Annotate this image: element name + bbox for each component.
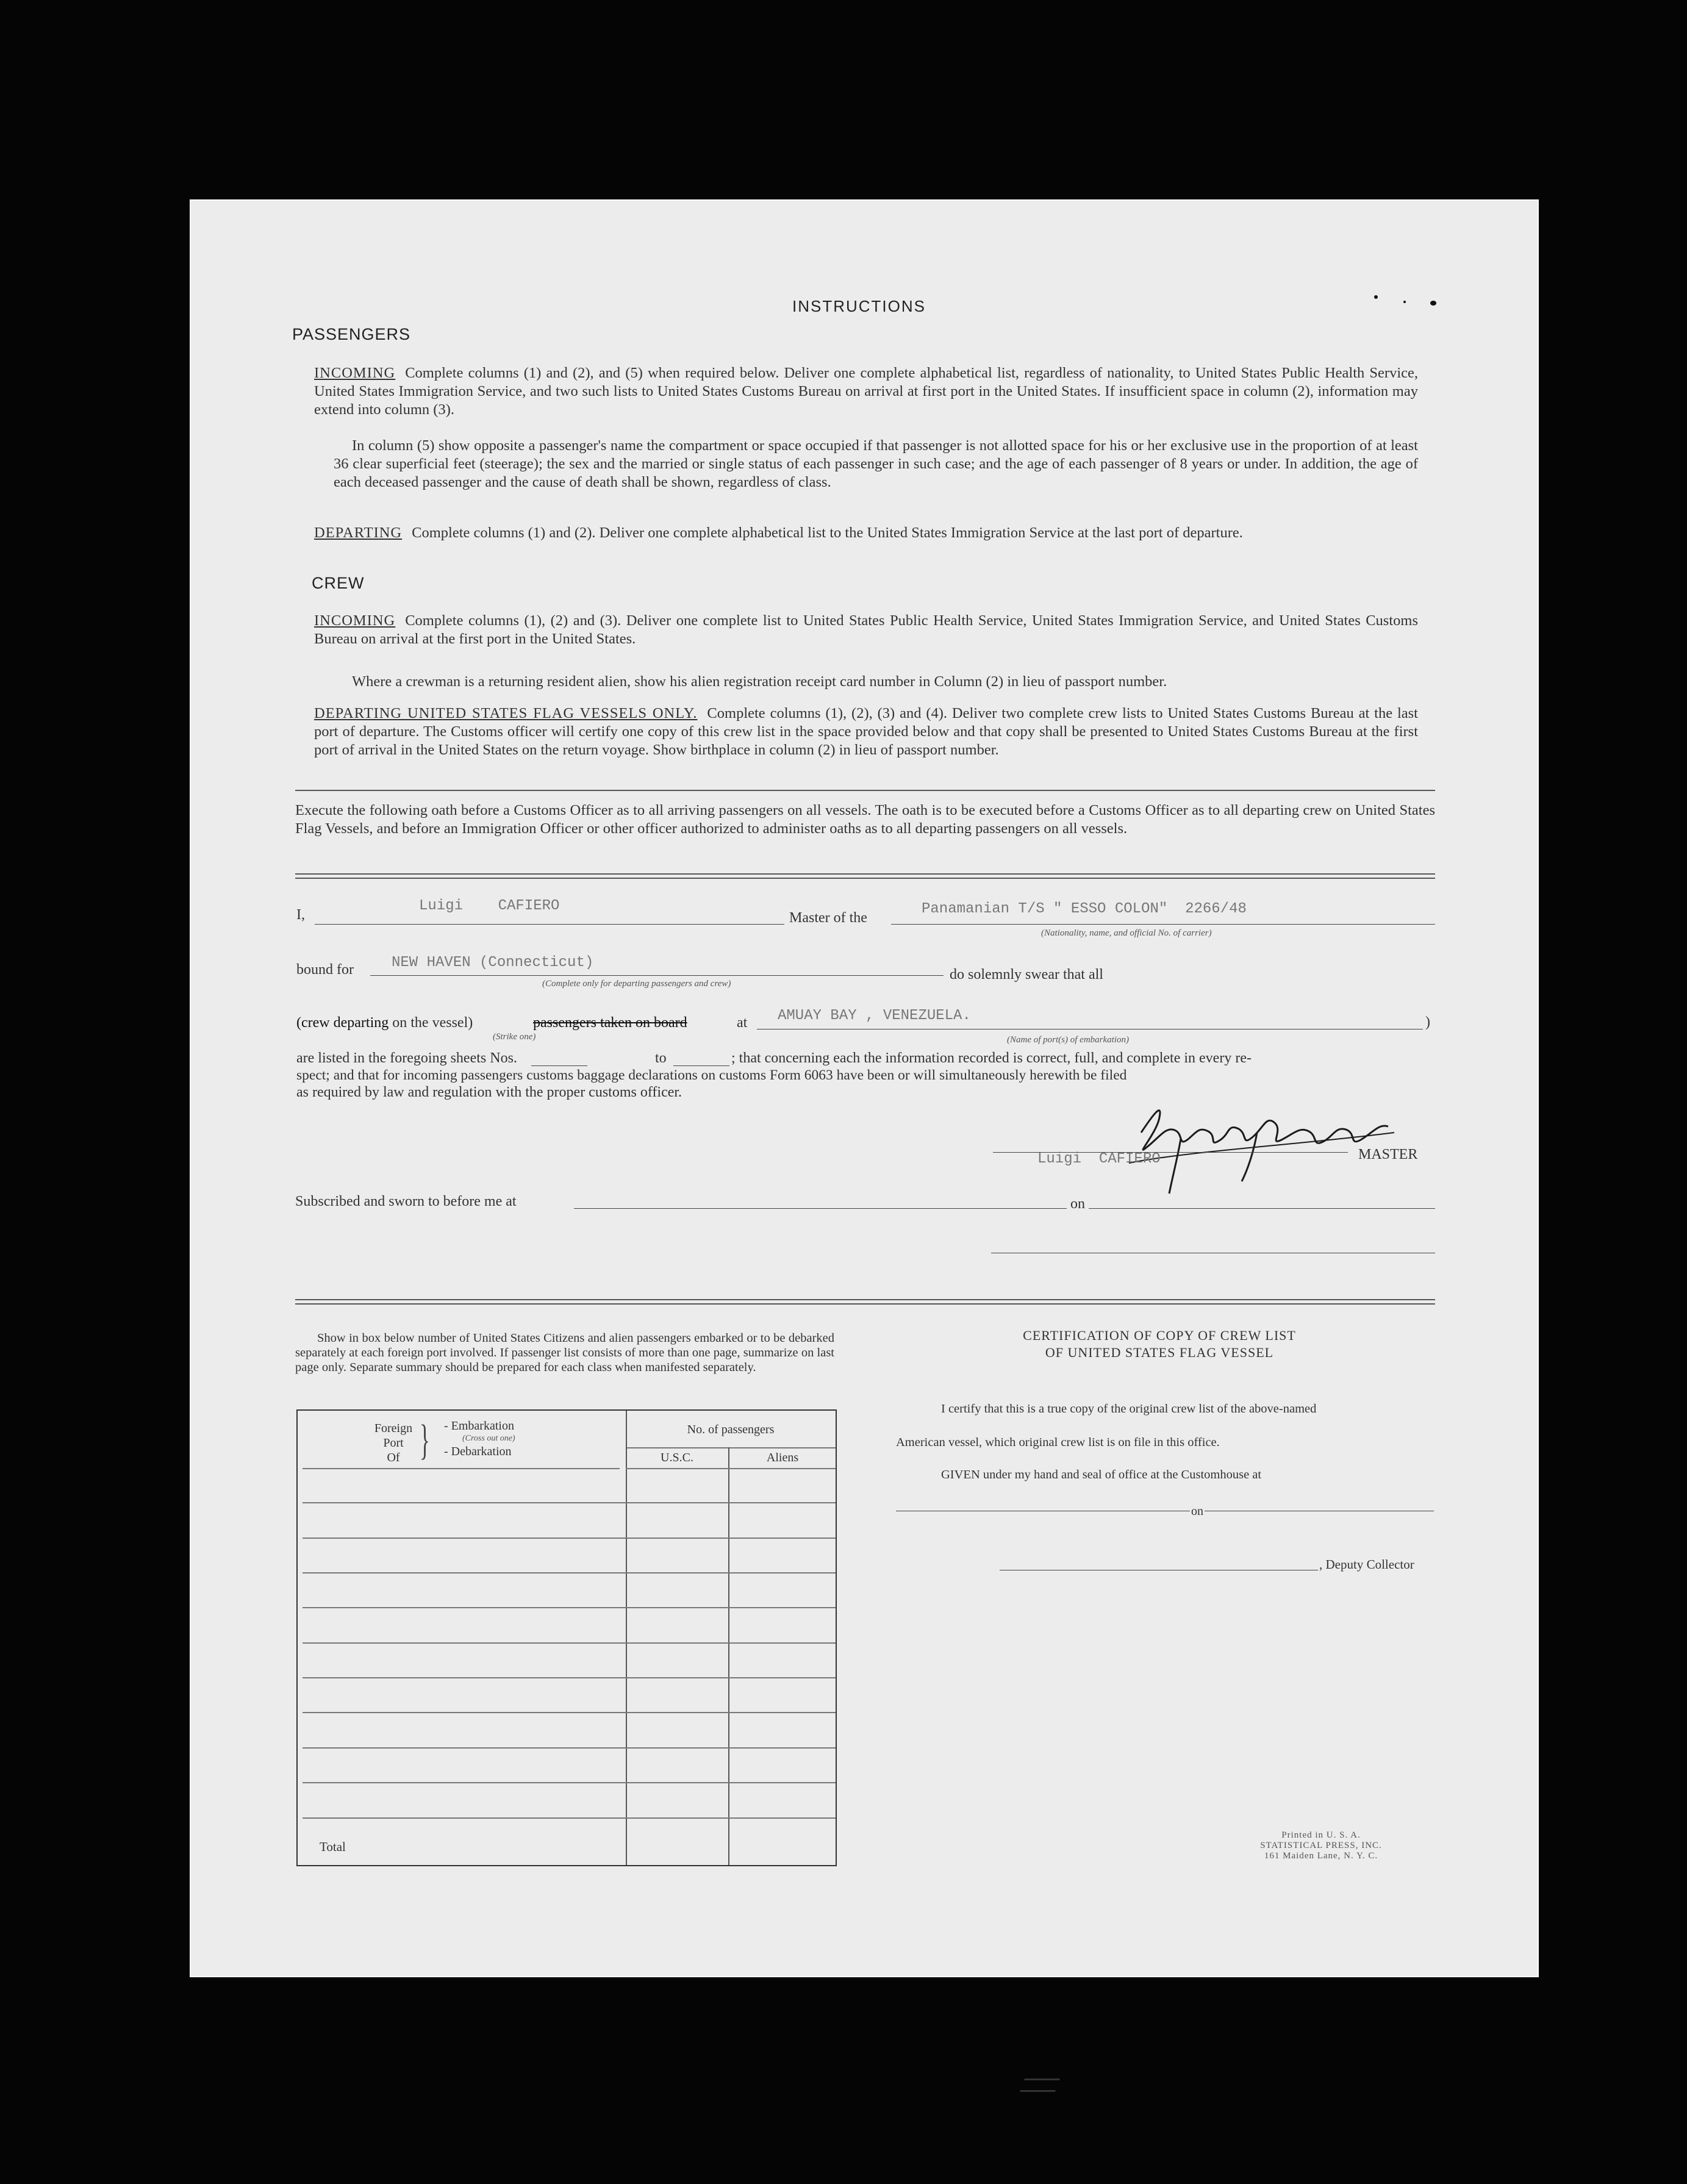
oath-intro: Execute the following oath before a Customs Officer as to all arriving passengers on all vessels. The oath is to be executed before a Customs Officer as to all departing crew on United States Flag Vessels, and before an Immigration Officer or other officer authorized to administer oaths as to all departing passengers on all vessels.	[295, 802, 1435, 837]
foreign-label: Foreign	[374, 1422, 413, 1435]
divider	[295, 878, 1435, 879]
scan-speck	[1403, 301, 1406, 303]
vessel-value: Panamanian T/S " ESSO COLON" 2266/48	[922, 901, 1247, 917]
subscribed-label: Subscribed and sworn to before me at	[295, 1194, 517, 1209]
sheets-label: are listed in the foregoing sheets Nos.	[296, 1050, 517, 1066]
printer-imprint	[1245, 1830, 1397, 1861]
close-paren: )	[1425, 1014, 1430, 1030]
master-typed-name: Luigi CAFIERO	[1037, 1151, 1161, 1167]
on-vessel-label: on the vessel)	[392, 1015, 473, 1031]
sheet-from-field[interactable]	[531, 1050, 587, 1066]
row-line	[303, 1712, 836, 1713]
row-line	[303, 1538, 836, 1539]
deputy-signature-field[interactable]	[1000, 1558, 1318, 1570]
departing-label: DEPARTING	[314, 525, 403, 541]
printer-line-3: 161 Maiden Lane, N. Y. C.	[1264, 1851, 1378, 1861]
row-line	[303, 1747, 836, 1749]
crew-departing-option[interactable]: (crew departing	[296, 1015, 389, 1031]
summary-instructions: Show in box below number of United States Citizens and alien passengers embarked or to be debarked separately at each foreign port involved. If passenger list consists of more than one page, summarize on last page only. Separate summary should be prepared for each class when manifested separately.	[295, 1331, 834, 1374]
divider	[295, 1303, 1435, 1305]
customhouse-field[interactable]	[896, 1498, 1190, 1511]
row-line	[303, 1642, 836, 1644]
port-label: Port	[383, 1436, 404, 1450]
port-caption: (Name of port(s) of embarkation)	[1007, 1035, 1129, 1045]
column5-instructions: In column (5) show opposite a passenger's name the compartment or space occupied if that passenger is not allotted space for his or her exclusive use in the proportion of at least 36 clear superficial feet (steerage); the sex and the married or single status of each passenger in such case; and the age of each passenger of 8 years or under. In addition, the age of each deceased passenger and the cause of death shall be shown, regardless of class.	[334, 437, 1418, 490]
passengers-option[interactable]: passengers taken on board	[533, 1015, 687, 1031]
divider	[295, 1299, 1435, 1300]
row-line	[626, 1468, 836, 1469]
port-value: AMUAY BAY , VENEZUELA.	[778, 1008, 971, 1024]
bound-for-value: NEW HAVEN (Connecticut)	[392, 954, 594, 971]
passengers-departing-instructions	[314, 524, 1418, 542]
certification-given: GIVEN under my hand and seal of office at the Customhouse at	[941, 1468, 1262, 1481]
certification-text-2: American vessel, which original crew list is on file in this office.	[896, 1436, 1220, 1449]
printer-line-2: STATISTICAL PRESS, INC.	[1260, 1841, 1382, 1850]
row-line	[303, 1572, 836, 1574]
aliens-header: Aliens	[766, 1451, 799, 1464]
row-line	[303, 1468, 620, 1469]
row-line	[303, 1607, 836, 1608]
debarkation-option[interactable]: - Debarkation	[444, 1445, 512, 1458]
crew-departing-label: DEPARTING UNITED STATES FLAG VESSELS ONLY.	[314, 705, 698, 721]
strike-caption: (Strike one)	[493, 1032, 536, 1042]
crew-or-passengers-line	[296, 1015, 473, 1031]
vessel-caption: (Nationality, name, and official No. of carrier)	[1041, 928, 1212, 938]
row-line	[303, 1502, 836, 1503]
departing-text: Complete columns (1) and (2). Deliver one complete alphabetical list to the United States Immigration Service at the last port of departure.	[412, 525, 1243, 541]
i-label: I,	[296, 907, 305, 923]
certification-date-field[interactable]	[1205, 1498, 1434, 1511]
oath-statement-line1: ; that concerning each the information recorded is correct, full, and complete in every re-	[731, 1050, 1252, 1066]
certification-subtitle: OF UNITED STATES FLAG VESSEL	[1045, 1345, 1274, 1360]
row-line	[303, 1817, 836, 1819]
master-name-value: Luigi CAFIERO	[419, 898, 560, 914]
sheets-to-label: to	[655, 1050, 667, 1066]
divider	[295, 790, 1435, 791]
sworn-on-label: on	[1070, 1196, 1085, 1212]
brace-glyph: }	[420, 1417, 430, 1464]
divider	[295, 873, 1435, 875]
no-passengers-header: No. of passengers	[687, 1423, 775, 1436]
crew-incoming-text: Complete columns (1), (2) and (3). Deliver one complete list to United States Public Health Service, United States Immigration Service, and United States Customs Bureau on arrival at the first port in the United States.	[314, 612, 1418, 647]
header-divider	[626, 1447, 836, 1448]
crew-incoming-instructions	[314, 612, 1418, 648]
swear-label: do solemnly swear that all	[950, 967, 1103, 983]
crew-heading: CREW	[312, 574, 365, 592]
bound-for-label: bound for	[296, 962, 354, 978]
oath-statement-line3: as required by law and regulation with the proper customs officer.	[296, 1084, 682, 1100]
master-of-label: Master of the	[789, 910, 867, 926]
sheet-to-field[interactable]	[673, 1050, 729, 1066]
certification-on-label: on	[1191, 1505, 1203, 1518]
deputy-collector-label: , Deputy Collector	[1319, 1557, 1414, 1572]
oath-statement-line2: spect; and that for incoming passengers customs baggage declarations on customs Form 6063 have been or will simultaneously herewith be filed	[296, 1067, 1127, 1083]
scan-speck	[1430, 301, 1436, 306]
embarkation-option[interactable]: - Embarkation	[444, 1419, 514, 1433]
of-label: Of	[387, 1451, 400, 1464]
cross-caption: (Cross out one)	[462, 1434, 515, 1443]
row-line	[303, 1782, 836, 1783]
sworn-date-field[interactable]	[1089, 1192, 1435, 1209]
crew-departing-instructions	[314, 704, 1418, 759]
document-page	[190, 199, 1539, 1977]
certification-text-1: I certify that this is a true copy of the original crew list of the above-named	[941, 1402, 1317, 1416]
row-line	[303, 1677, 836, 1678]
passengers-heading: PASSENGERS	[292, 325, 411, 343]
bound-caption: (Complete only for departing passengers and crew)	[542, 979, 731, 989]
resident-alien-instructions: Where a crewman is a returning resident alien, show his alien registration receipt card number in Column (2) in lieu of passport number.	[352, 673, 1167, 690]
passenger-summary-table	[296, 1409, 837, 1866]
total-label: Total	[320, 1839, 346, 1854]
crew-departing-text: Complete columns (1), (2), (3) and (4). Deliver two complete crew lists to United States Customs Bureau at the last port of departure. The Customs officer will certify one copy of this crew list in the space provided below and that copy shall be presented to United States Customs Bureau at the first port of arrival in the United States on the return voyage. Show birthplace in column (2) in lieu of passport number.	[314, 705, 1418, 758]
column-divider	[626, 1411, 627, 1865]
certification-title: CERTIFICATION OF COPY OF CREW LIST	[1023, 1328, 1296, 1343]
at-label: at	[737, 1015, 748, 1031]
passengers-incoming-instructions	[314, 364, 1418, 419]
officer-signature-line[interactable]	[991, 1251, 1435, 1253]
page-title: INSTRUCTIONS	[792, 297, 926, 315]
scan-speck	[1374, 295, 1378, 299]
crew-incoming-label: INCOMING	[314, 612, 396, 629]
usc-header: U.S.C.	[661, 1451, 693, 1464]
master-label: MASTER	[1358, 1147, 1418, 1162]
scan-artifact	[1020, 2078, 1060, 2092]
printer-line-1: Printed in U. S. A.	[1281, 1830, 1361, 1840]
column-divider	[728, 1447, 729, 1865]
sworn-place-field[interactable]	[574, 1192, 1067, 1209]
incoming-label: INCOMING	[314, 365, 396, 381]
incoming-text: Complete columns (1) and (2), and (5) when required below. Deliver one complete alphabetical list, regardless of nationality, to United States Public Health Service, United States Immigration Service, and two such lists to United States Customs Bureau on arrival at first port in the United States. If insufficient space in column (2), information may extend into column (3).	[314, 365, 1418, 418]
